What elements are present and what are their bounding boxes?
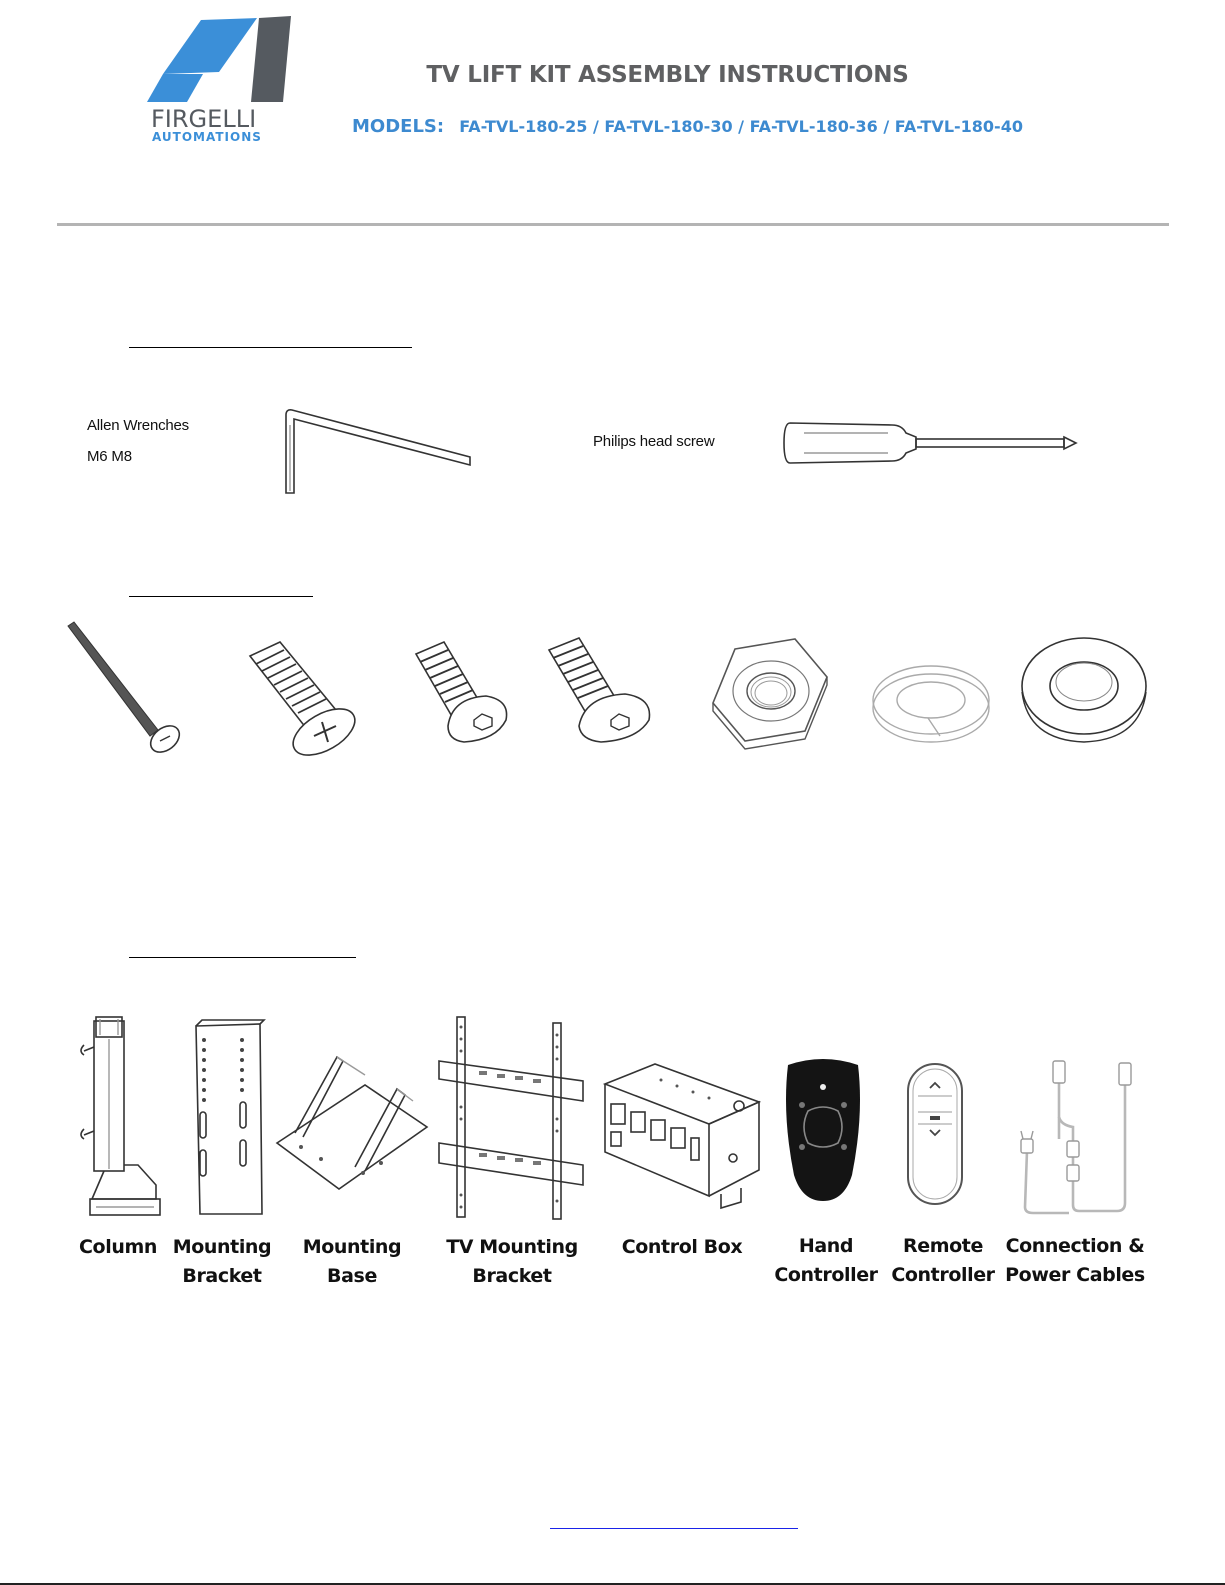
mounting-base-icon [273,1055,431,1195]
connection-cables-icon [1013,1055,1138,1217]
footer-link-underline[interactable] [550,1528,798,1529]
part-label-hand-controller: Hand Controller [774,1235,878,1286]
part-label-control-box: Control Box [621,1236,743,1258]
hardware-section-heading-line [129,596,313,597]
screwdriver-label: Philips head screw [593,433,715,450]
screwdriver-icon [780,415,1080,471]
split-lock-washer-icon [868,660,998,752]
column-icon [76,1015,166,1217]
part-label-remote-controller: Remote Controller [891,1235,995,1286]
tv-mounting-bracket-icon [437,1015,587,1220]
part-label-column: Column [79,1236,157,1258]
allen-wrenches-label: Allen Wrenches [87,417,189,434]
svg-text:FIRGELLI: FIRGELLI [151,105,257,133]
mounting-bracket-icon [190,1018,268,1216]
header-divider [57,223,1169,226]
allen-wrench-icon [280,405,480,500]
svg-text:AUTOMATIONS: AUTOMATIONS [152,130,262,144]
remote-controller-icon [902,1060,968,1210]
button-head-screw-icon [412,640,517,750]
parts-section-heading-line [129,957,356,958]
allen-sizes-label: M6 M8 [87,448,132,465]
control-box-icon [601,1062,763,1210]
models-label: MODELS: [352,116,445,137]
models-list: FA-TVL-180-25 / FA-TVL-180-30 / FA-TVL-180-36 / FA-TVL-180-40 [459,117,1023,136]
part-label-connection-power-cables: Connection & Power Cables [1005,1235,1145,1286]
part-label-tv-mounting-bracket: TV Mounting Bracket [446,1236,578,1287]
hand-controller-icon [778,1055,868,1205]
tools-section-heading-line [129,347,412,348]
part-label-mounting-base: Mounting Base [302,1236,402,1287]
pan-head-screw-icon [240,638,365,758]
page-title: TV LIFT KIT ASSEMBLY INSTRUCTIONS [426,62,909,88]
models-line [352,116,1023,137]
hex-nut-icon [705,635,835,750]
button-head-screw-icon [545,636,660,748]
long-bolt-icon [62,620,187,755]
flat-washer-icon [1018,630,1153,750]
part-label-mounting-bracket: Mounting Bracket [172,1236,272,1287]
